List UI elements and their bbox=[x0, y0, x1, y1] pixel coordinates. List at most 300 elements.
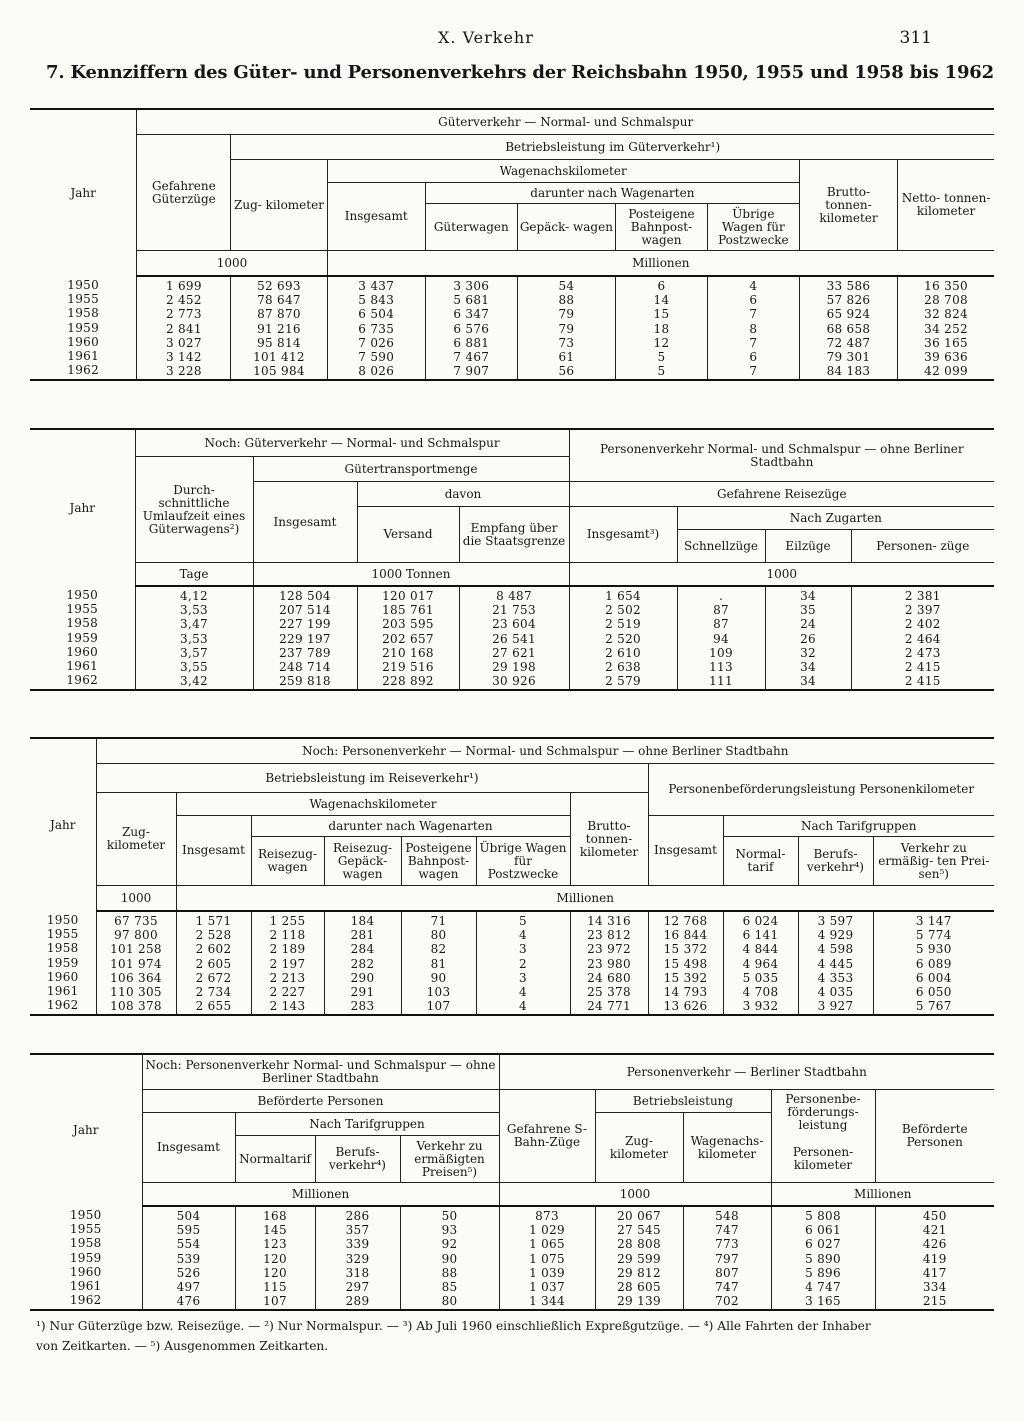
value-cell: 2 502 bbox=[605, 603, 641, 618]
pkm-total-values bbox=[648, 911, 723, 1015]
value-cell: 2 197 bbox=[269, 956, 306, 971]
value-cell: 334 bbox=[922, 1280, 947, 1295]
value-cell: 120 017 bbox=[382, 589, 434, 603]
unit-millions: Millionen bbox=[142, 1183, 499, 1207]
value-cell: 3 437 bbox=[358, 279, 395, 293]
year-cell: 1961 bbox=[67, 349, 100, 364]
value-cell: 3,57 bbox=[180, 645, 208, 660]
value-cell: 12 768 bbox=[663, 914, 708, 928]
commuter-header: Berufs- verkehr⁴) bbox=[315, 1136, 400, 1183]
value-cell: 32 824 bbox=[924, 307, 968, 322]
sbahn-train-km-values bbox=[595, 1206, 683, 1310]
value-cell: 426 bbox=[922, 1237, 947, 1252]
year-cell: 1961 bbox=[69, 1279, 102, 1294]
fast-trains-values bbox=[765, 586, 851, 690]
value-cell: 88 bbox=[441, 1265, 458, 1280]
gross-tkm-header: Brutto- tonnen- kilometer bbox=[570, 793, 648, 886]
axle-km-header: Wagenachskilometer bbox=[327, 160, 799, 183]
train-types-header: Nach Zugarten bbox=[677, 507, 994, 530]
value-cell: 26 541 bbox=[492, 631, 536, 646]
unit-thousand-tonnes: 1000 Tonnen bbox=[253, 563, 569, 587]
freight-trains-values bbox=[137, 276, 231, 380]
value-cell: 2 610 bbox=[605, 645, 641, 660]
value-cell: 6 050 bbox=[915, 985, 952, 1000]
value-cell: 773 bbox=[715, 1237, 739, 1252]
value-cell: 497 bbox=[176, 1280, 201, 1295]
other-mail-wagons-header: Übrige Wagen für Postzwecke bbox=[476, 837, 570, 886]
value-cell: 2 bbox=[519, 956, 527, 971]
value-cell: 103 bbox=[426, 985, 451, 1000]
year-header: Jahr bbox=[30, 429, 135, 586]
year-cell: 1958 bbox=[46, 941, 79, 956]
value-cell: 281 bbox=[350, 928, 375, 943]
normal-tariff-header: Normal- tarif bbox=[723, 837, 798, 886]
value-cell: 90 bbox=[441, 1251, 458, 1266]
value-cell: 109 bbox=[709, 645, 733, 660]
page-number: 311 bbox=[899, 28, 932, 48]
value-cell: 289 bbox=[345, 1294, 370, 1309]
value-cell: 3 927 bbox=[817, 999, 854, 1014]
value-cell: 4,12 bbox=[180, 589, 208, 603]
freight-trains-header: Gefahrene Güterzüge bbox=[137, 135, 231, 251]
value-cell: 88 bbox=[558, 293, 575, 308]
value-cell: 111 bbox=[709, 674, 733, 689]
year-cell: 1958 bbox=[69, 1236, 102, 1251]
value-cell: 21 753 bbox=[492, 603, 536, 618]
value-cell: 6 576 bbox=[453, 321, 490, 336]
value-cell: 6 bbox=[657, 279, 666, 293]
value-cell: 3,47 bbox=[180, 617, 208, 632]
passenger-cont-header: Noch: Personenverkehr Normal- und Schmalspur — ohne Berliner Stadtbahn bbox=[142, 1054, 499, 1090]
footnote-line-1: ¹) Nur Güterzüge bzw. Reisezüge. — ²) Nur Normalspur. — ³) Ab Juli 1960 einschließlich Expreßgutzüge. — ⁴) Alle Fahrten der Inhaber bbox=[36, 1319, 871, 1333]
value-cell: 6 bbox=[749, 293, 758, 308]
value-cell: 87 bbox=[713, 617, 729, 632]
value-cell: 4 445 bbox=[817, 956, 854, 971]
normal-tariff-values bbox=[723, 911, 798, 1015]
year-cell: 1955 bbox=[69, 1222, 102, 1237]
section-title: X. Verkehr bbox=[438, 28, 534, 47]
value-cell: 2 452 bbox=[165, 293, 202, 308]
local-trains-header: Personen- züge bbox=[851, 530, 994, 563]
value-cell: 4 bbox=[749, 279, 758, 293]
value-cell: 80 bbox=[430, 928, 447, 943]
value-cell: 85 bbox=[441, 1280, 458, 1295]
value-cell: 7 bbox=[749, 335, 758, 350]
freight-wagons-values bbox=[425, 276, 517, 380]
turnaround-values bbox=[135, 586, 253, 690]
local-trains-values bbox=[851, 586, 994, 690]
value-cell: 92 bbox=[441, 1237, 458, 1252]
value-cell: 29 139 bbox=[617, 1294, 661, 1309]
davon-header: davon bbox=[357, 482, 569, 507]
value-cell: 2 672 bbox=[195, 970, 232, 985]
value-cell: 34 bbox=[800, 589, 816, 603]
value-cell: 184 bbox=[350, 914, 375, 928]
unit-thousand: 1000 bbox=[499, 1183, 771, 1207]
value-cell: 107 bbox=[263, 1294, 287, 1309]
value-cell: 2 415 bbox=[904, 674, 941, 689]
value-cell: 2 605 bbox=[195, 956, 232, 971]
value-cell: 34 252 bbox=[924, 321, 968, 336]
value-cell: 110 305 bbox=[110, 985, 162, 1000]
value-cell: 3,42 bbox=[180, 674, 208, 689]
reduced-fare-header: Verkehr zu ermäßigten Preisen⁵) bbox=[400, 1136, 499, 1183]
reduced-fare-values bbox=[400, 1206, 499, 1310]
value-cell: 71 bbox=[430, 914, 447, 928]
axle-km-header: Wagenachskilometer bbox=[176, 793, 570, 816]
value-cell: 1 699 bbox=[165, 279, 202, 293]
other-mail-wagons-values bbox=[476, 911, 570, 1015]
value-cell: 3 142 bbox=[165, 350, 202, 365]
sbahn-pkm-values bbox=[771, 1206, 875, 1310]
value-cell: 747 bbox=[715, 1223, 739, 1238]
value-cell: 78 647 bbox=[257, 293, 301, 308]
transport-volume-header: Gütertransportmenge bbox=[253, 457, 569, 482]
value-cell: 4 844 bbox=[742, 942, 779, 957]
value-cell: 120 bbox=[263, 1251, 287, 1266]
year-cell: 1950 bbox=[67, 278, 100, 292]
commuter-values bbox=[798, 911, 873, 1015]
value-cell: 27 545 bbox=[617, 1223, 661, 1238]
value-cell: 2 415 bbox=[904, 660, 941, 675]
pkm-total-header: Insgesamt bbox=[648, 816, 723, 886]
footnote-line-2: von Zeitkarten. — ⁵) Ausgenommen Zeitkarten. bbox=[36, 1339, 329, 1353]
value-cell: 34 bbox=[800, 660, 816, 675]
net-tkm-values bbox=[898, 276, 994, 380]
mail-wagons-header: Posteigene Bahnpost- wagen bbox=[616, 204, 708, 251]
year-column bbox=[30, 276, 137, 380]
value-cell: 39 636 bbox=[924, 350, 968, 365]
value-cell: 747 bbox=[715, 1280, 739, 1295]
value-cell: 476 bbox=[176, 1294, 201, 1309]
value-cell: 168 bbox=[263, 1209, 287, 1223]
value-cell: 6 bbox=[749, 350, 758, 365]
net-tkm-header: Netto- tonnen- kilometer bbox=[898, 160, 994, 251]
gross-tkm-header: Brutto- tonnen- kilometer bbox=[799, 160, 897, 251]
value-cell: 702 bbox=[715, 1294, 739, 1309]
footnotes bbox=[36, 1316, 1006, 1356]
value-cell: 421 bbox=[922, 1223, 947, 1238]
value-cell: 2 655 bbox=[195, 999, 232, 1014]
value-cell: 248 714 bbox=[279, 660, 331, 675]
value-cell: 90 bbox=[430, 970, 447, 985]
value-cell: 52 693 bbox=[257, 279, 301, 293]
berlin-sbahn-table bbox=[30, 1053, 994, 1311]
axle-km-total-header: Insgesamt bbox=[176, 816, 251, 886]
sbahn-persons-values bbox=[875, 1206, 994, 1310]
value-cell: 16 844 bbox=[663, 928, 708, 943]
value-cell: 5 bbox=[657, 364, 666, 379]
value-cell: 18 bbox=[653, 321, 670, 336]
value-cell: 120 bbox=[263, 1265, 287, 1280]
value-cell: 6 089 bbox=[915, 956, 952, 971]
value-cell: 2 227 bbox=[269, 985, 306, 1000]
value-cell: 5 767 bbox=[915, 999, 952, 1014]
value-cell: 115 bbox=[263, 1280, 287, 1295]
value-cell: 2 464 bbox=[904, 631, 941, 646]
value-cell: 28 605 bbox=[617, 1280, 661, 1295]
year-cell: 1960 bbox=[67, 334, 100, 349]
value-cell: . bbox=[718, 589, 724, 603]
value-cell: 339 bbox=[345, 1237, 370, 1252]
axle-km-total-values bbox=[327, 276, 425, 380]
year-cell: 1950 bbox=[66, 588, 99, 602]
year-cell: 1959 bbox=[46, 955, 79, 970]
year-column bbox=[30, 586, 135, 690]
value-cell: 797 bbox=[715, 1251, 739, 1266]
year-cell: 1950 bbox=[69, 1208, 102, 1222]
value-cell: 4 353 bbox=[817, 970, 854, 985]
year-cell: 1955 bbox=[67, 292, 100, 307]
value-cell: 80 bbox=[441, 1294, 458, 1309]
value-cell: 227 199 bbox=[279, 617, 331, 632]
value-cell: 3 228 bbox=[165, 364, 202, 379]
value-cell: 2 118 bbox=[269, 928, 306, 943]
cross-border-header: Empfang über die Staatsgrenze bbox=[459, 507, 569, 563]
value-cell: 4 bbox=[519, 999, 527, 1014]
value-cell: 873 bbox=[535, 1209, 559, 1223]
value-cell: 15 bbox=[653, 307, 670, 322]
value-cell: 4 747 bbox=[805, 1280, 841, 1295]
value-cell: 108 378 bbox=[110, 999, 162, 1014]
value-cell: 3,53 bbox=[180, 631, 208, 646]
freight-wagons-header: Güterwagen bbox=[425, 204, 517, 251]
value-cell: 2 841 bbox=[165, 321, 202, 336]
year-column bbox=[30, 1206, 142, 1310]
value-cell: 24 bbox=[800, 617, 816, 632]
wagon-types-header: darunter nach Wagenarten bbox=[251, 816, 570, 837]
passenger-total-values bbox=[569, 586, 677, 690]
other-mail-wagons-header: Übrige Wagen für Postzwecke bbox=[707, 204, 799, 251]
year-cell: 1961 bbox=[66, 659, 99, 674]
value-cell: 6 735 bbox=[358, 321, 395, 336]
value-cell: 107 bbox=[426, 999, 451, 1014]
value-cell: 25 378 bbox=[587, 985, 631, 1000]
value-cell: 35 bbox=[800, 603, 816, 618]
value-cell: 807 bbox=[715, 1265, 739, 1280]
gross-tkm-values bbox=[570, 911, 648, 1015]
value-cell: 73 bbox=[558, 335, 575, 350]
value-cell: 4 bbox=[519, 985, 527, 1000]
value-cell: 91 216 bbox=[257, 321, 301, 336]
value-cell: 3,53 bbox=[180, 603, 208, 618]
persons-total-header: Insgesamt bbox=[142, 1113, 235, 1183]
value-cell: 8 bbox=[749, 321, 758, 336]
value-cell: 56 bbox=[558, 364, 575, 379]
value-cell: 6 004 bbox=[915, 970, 952, 985]
value-cell: 14 316 bbox=[587, 914, 631, 928]
value-cell: 5 896 bbox=[805, 1265, 841, 1280]
value-cell: 15 372 bbox=[663, 942, 708, 957]
unit-thousand: 1000 bbox=[96, 886, 176, 912]
sbahn-header: Personenverkehr — Berliner Stadtbahn bbox=[499, 1054, 994, 1090]
value-cell: 2 397 bbox=[904, 603, 941, 618]
value-cell: 24 680 bbox=[587, 970, 631, 985]
value-cell: 12 bbox=[653, 335, 670, 350]
persons-total-values bbox=[142, 1206, 235, 1310]
value-cell: 210 168 bbox=[382, 645, 434, 660]
value-cell: 6 881 bbox=[453, 335, 490, 350]
value-cell: 36 165 bbox=[924, 335, 968, 350]
value-cell: 504 bbox=[176, 1209, 201, 1223]
value-cell: 24 771 bbox=[587, 999, 631, 1014]
value-cell: 15 392 bbox=[663, 970, 708, 985]
year-cell: 1950 bbox=[46, 913, 79, 927]
value-cell: 105 984 bbox=[253, 364, 305, 379]
value-cell: 23 980 bbox=[587, 956, 631, 971]
value-cell: 207 514 bbox=[279, 603, 331, 618]
value-cell: 7 bbox=[749, 307, 758, 322]
value-cell: 113 bbox=[709, 660, 733, 675]
value-cell: 2 143 bbox=[269, 999, 306, 1014]
value-cell: 282 bbox=[350, 956, 375, 971]
sbahn-train-km-header: Zug- kilometer bbox=[595, 1113, 683, 1183]
year-cell: 1961 bbox=[46, 984, 79, 999]
year-cell: 1958 bbox=[67, 306, 100, 321]
value-cell: 2 189 bbox=[269, 942, 306, 957]
value-cell: 72 487 bbox=[826, 335, 871, 350]
normal-tariff-header: Normaltarif bbox=[235, 1136, 315, 1183]
unit-days: Tage bbox=[135, 563, 253, 587]
year-column bbox=[30, 911, 96, 1015]
gross-tkm-values bbox=[799, 276, 897, 380]
year-header: Jahr bbox=[30, 109, 137, 276]
value-cell: 3 027 bbox=[165, 335, 202, 350]
value-cell: 284 bbox=[350, 942, 375, 957]
value-cell: 101 974 bbox=[110, 956, 162, 971]
value-cell: 202 657 bbox=[382, 631, 434, 646]
value-cell: 27 621 bbox=[492, 645, 536, 660]
value-cell: 3 932 bbox=[742, 999, 779, 1014]
value-cell: 5 681 bbox=[453, 293, 490, 308]
value-cell: 68 658 bbox=[826, 321, 871, 336]
value-cell: 4 929 bbox=[817, 928, 854, 943]
value-cell: 215 bbox=[922, 1294, 947, 1309]
value-cell: 219 516 bbox=[382, 660, 434, 675]
freight-passenger-table bbox=[30, 428, 994, 691]
value-cell: 290 bbox=[350, 970, 375, 985]
sbahn-trains-header: Gefahrene S-Bahn-Züge bbox=[499, 1090, 595, 1183]
value-cell: 203 595 bbox=[382, 617, 434, 632]
coach-luggage-header: Reisezug- Gepäck- wagen bbox=[324, 837, 401, 886]
turnaround-header: Durch- schnittliche Umlaufzeit eines Güterwagens²) bbox=[135, 457, 253, 563]
freight-traffic-table bbox=[30, 108, 994, 381]
year-header: Jahr bbox=[30, 1054, 142, 1206]
value-cell: 1 039 bbox=[529, 1265, 565, 1280]
value-cell: 2 602 bbox=[195, 942, 232, 957]
train-km-header: Zug- kilometer bbox=[96, 793, 176, 886]
dispatch-values bbox=[357, 586, 459, 690]
value-cell: 2 734 bbox=[195, 985, 232, 1000]
value-cell: 84 183 bbox=[826, 364, 871, 379]
sbahn-axle-km-header: Wagenachs- kilometer bbox=[683, 1113, 771, 1183]
value-cell: 82 bbox=[430, 942, 447, 957]
year-cell: 1959 bbox=[66, 630, 99, 645]
value-cell: 123 bbox=[263, 1237, 287, 1252]
value-cell: 7 907 bbox=[453, 364, 490, 379]
value-cell: 5 843 bbox=[358, 293, 395, 308]
value-cell: 79 bbox=[558, 321, 575, 336]
value-cell: 450 bbox=[922, 1209, 947, 1223]
value-cell: 1 571 bbox=[195, 914, 232, 928]
transport-total-header: Insgesamt bbox=[253, 482, 357, 563]
value-cell: 30 926 bbox=[492, 674, 536, 689]
value-cell: 16 350 bbox=[924, 279, 968, 293]
value-cell: 57 826 bbox=[826, 293, 871, 308]
value-cell: 23 604 bbox=[492, 617, 536, 632]
value-cell: 32 bbox=[800, 645, 816, 660]
value-cell: 595 bbox=[176, 1223, 201, 1238]
value-cell: 95 814 bbox=[257, 335, 301, 350]
value-cell: 3 306 bbox=[453, 279, 490, 293]
value-cell: 3 147 bbox=[915, 914, 952, 928]
mail-wagons-values bbox=[616, 276, 708, 380]
sbahn-persons-header: Beförderte Personen bbox=[875, 1090, 994, 1183]
value-cell: 419 bbox=[922, 1251, 947, 1266]
unit-millions-right: Millionen bbox=[771, 1183, 994, 1207]
value-cell: 29 198 bbox=[492, 660, 536, 675]
value-cell: 2 528 bbox=[195, 928, 232, 943]
tariff-groups-header: Nach Tarifgruppen bbox=[723, 816, 994, 837]
unit-millions: Millionen bbox=[327, 251, 994, 277]
value-cell: 357 bbox=[345, 1223, 370, 1238]
passenger-trains-header: Gefahrene Reisezüge bbox=[569, 482, 994, 507]
commuter-header: Berufs- verkehr⁴) bbox=[798, 837, 873, 886]
transport-total-values bbox=[253, 586, 357, 690]
value-cell: 1 075 bbox=[529, 1251, 565, 1266]
value-cell: 29 812 bbox=[617, 1265, 661, 1280]
sbahn-trains-values bbox=[499, 1206, 595, 1310]
table-title: 7. Kennziffern des Güter- und Personenverkehrs der Reichsbahn 1950, 1955 und 1958 bis 1962 bbox=[46, 62, 994, 83]
value-cell: 1 029 bbox=[529, 1223, 565, 1238]
year-cell: 1959 bbox=[67, 320, 100, 335]
value-cell: 5 774 bbox=[915, 928, 952, 943]
luggage-wagons-header: Gepäck- wagen bbox=[517, 204, 615, 251]
axle-km-total-header: Insgesamt bbox=[327, 183, 425, 251]
value-cell: 3 bbox=[519, 942, 527, 957]
value-cell: 3 bbox=[519, 970, 527, 985]
coach-header: Reisezug- wagen bbox=[251, 837, 324, 886]
value-cell: 2 773 bbox=[165, 307, 202, 322]
value-cell: 1 255 bbox=[269, 914, 306, 928]
value-cell: 3 165 bbox=[805, 1294, 841, 1309]
year-cell: 1959 bbox=[69, 1250, 102, 1265]
value-cell: 329 bbox=[345, 1251, 370, 1266]
value-cell: 14 bbox=[653, 293, 670, 308]
year-cell: 1960 bbox=[66, 644, 99, 659]
value-cell: 79 bbox=[558, 307, 575, 322]
express-header: Schnellzüge bbox=[677, 530, 765, 563]
value-cell: 7 026 bbox=[358, 335, 395, 350]
value-cell: 2 520 bbox=[605, 631, 641, 646]
value-cell: 4 964 bbox=[742, 956, 779, 971]
value-cell: 259 818 bbox=[279, 674, 331, 689]
value-cell: 33 586 bbox=[826, 279, 871, 293]
value-cell: 1 344 bbox=[529, 1294, 565, 1309]
value-cell: 28 808 bbox=[617, 1237, 661, 1252]
value-cell: 283 bbox=[350, 999, 375, 1014]
value-cell: 6 027 bbox=[805, 1237, 841, 1252]
year-cell: 1958 bbox=[66, 616, 99, 631]
freight-group-header: Güterverkehr — Normal- und Schmalspur bbox=[137, 109, 994, 135]
reduced-fare-header: Verkehr zu ermäßig- ten Prei- sen⁵) bbox=[873, 837, 994, 886]
persons-carried-header: Beförderte Personen bbox=[142, 1090, 499, 1113]
value-cell: 7 467 bbox=[453, 350, 490, 365]
value-cell: 1 654 bbox=[605, 589, 641, 603]
value-cell: 539 bbox=[176, 1251, 201, 1266]
value-cell: 4 598 bbox=[817, 942, 854, 957]
value-cell: 26 bbox=[800, 631, 816, 646]
